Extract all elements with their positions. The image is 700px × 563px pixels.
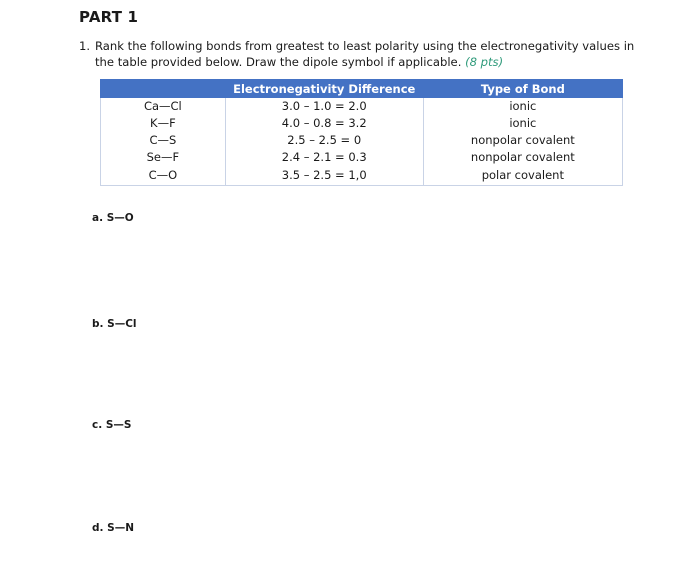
part-d-label: d. S—N xyxy=(92,522,135,534)
difference-cell: 2.4 – 2.1 = 0.3 xyxy=(225,149,423,166)
table-row xyxy=(101,149,623,166)
difference-cell: 4.0 – 0.8 = 3.2 xyxy=(225,115,423,132)
type-cell: ionic xyxy=(423,115,622,132)
table-header-row xyxy=(101,80,623,98)
question-points: (8 pts) xyxy=(465,55,504,69)
type-cell: polar covalent xyxy=(423,166,622,186)
electronegativity-table xyxy=(100,79,623,186)
part-b-label: b. S—Cl xyxy=(92,318,137,330)
bond-cell: K—F xyxy=(101,115,226,132)
header-type: Type of Bond xyxy=(423,80,622,98)
table-row xyxy=(101,115,623,132)
question-1 xyxy=(79,38,669,70)
difference-cell: 2.5 – 2.5 = 0 xyxy=(225,132,423,149)
question-number: 1. xyxy=(79,39,91,53)
table-row xyxy=(101,132,623,149)
part-c-label: c. S—S xyxy=(92,419,132,431)
question-text-line-2: the table provided below. Draw the dipole symbol if applicable. xyxy=(95,55,462,69)
table-row xyxy=(101,98,623,116)
part-a-label: a. S—O xyxy=(92,212,134,224)
bond-cell: Ca—Cl xyxy=(101,98,226,116)
bond-cell: Se—F xyxy=(101,149,226,166)
type-cell: nonpolar covalent xyxy=(423,132,622,149)
table-row xyxy=(101,166,623,186)
question-line-2 xyxy=(79,54,669,70)
type-cell: nonpolar covalent xyxy=(423,149,622,166)
type-cell: ionic xyxy=(423,98,622,116)
difference-cell: 3.0 – 1.0 = 2.0 xyxy=(225,98,423,116)
difference-cell: 3.5 – 2.5 = 1,0 xyxy=(225,166,423,186)
header-difference: Electronegativity Difference xyxy=(225,80,423,98)
header-bond xyxy=(101,80,226,98)
bond-cell: C—S xyxy=(101,132,226,149)
question-line-1 xyxy=(79,38,669,54)
bond-cell: C—O xyxy=(101,166,226,186)
question-text-line-1: Rank the following bonds from greatest to least polarity using the electronegativity values in xyxy=(95,39,635,53)
part-title: PART 1 xyxy=(79,8,139,26)
